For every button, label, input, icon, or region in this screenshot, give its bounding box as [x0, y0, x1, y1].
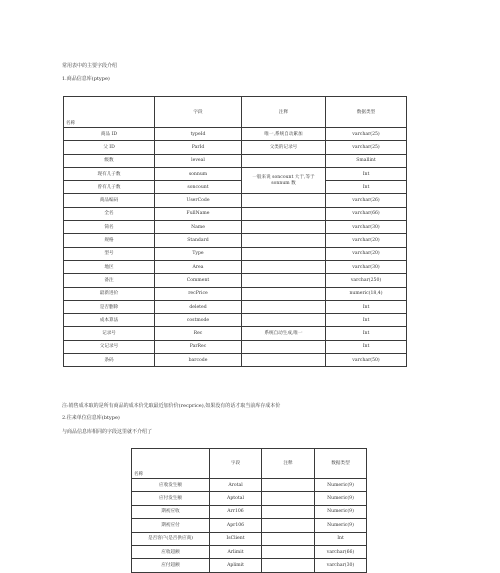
cell-field: Arlimit [210, 545, 262, 558]
cell-datatype: varchar(250) [326, 274, 407, 287]
cell-datatype: varchar(30) [315, 559, 367, 572]
cell-comment [262, 492, 315, 505]
cell-datatype: Int [326, 300, 407, 313]
table-row [64, 314, 407, 327]
cell-datatype: Numeric(9) [315, 505, 367, 518]
cell-comment [242, 234, 326, 247]
table-row [64, 141, 407, 154]
table-row [132, 479, 367, 492]
cell-name: 应付发生额 [132, 492, 210, 505]
cell-name: 备注 [64, 274, 155, 287]
table-row [64, 327, 407, 340]
table-row [64, 234, 407, 247]
cell-comment: 父类的记录号 [242, 141, 326, 154]
cell-comment [262, 505, 315, 518]
table-row [64, 287, 407, 300]
cell-comment [242, 354, 326, 367]
cell-field: Type [155, 247, 242, 260]
cell-name: 级数 [64, 154, 155, 167]
table-header-row [64, 97, 407, 128]
table-row [64, 274, 407, 287]
section1-title: 1.商品信息库(ptype) [62, 76, 110, 82]
cell-comment [242, 340, 326, 353]
cell-comment: 唯一,系统自动累加 [242, 128, 326, 141]
cell-name: 应收发生额 [132, 479, 210, 492]
cell-name: 全名 [64, 207, 155, 220]
cell-datatype: varchar(30) [326, 260, 407, 273]
cell-datatype: numeric(18,4) [326, 287, 407, 300]
table-row [64, 167, 407, 180]
header-comment: 注释 [242, 97, 326, 128]
cell-comment [262, 545, 315, 558]
table-row [64, 128, 407, 141]
cell-datatype: Int [326, 340, 407, 353]
cell-name: 应付超额 [132, 559, 210, 572]
cell-name: 期初应收 [132, 505, 210, 518]
cell-field: Arotal [210, 479, 262, 492]
cell-field: soncount [155, 181, 242, 194]
cell-field: UserCode [155, 194, 242, 207]
cell-comment [262, 532, 315, 545]
cell-datatype: varchar(66) [315, 545, 367, 558]
cell-name: 是否客户(是否供应商) [132, 532, 210, 545]
cell-name: 期初应付 [132, 519, 210, 532]
cell-field: ParRec [155, 340, 242, 353]
cell-field: recPrice [155, 287, 242, 300]
header-datatype: 数据类型 [326, 97, 407, 128]
cell-comment [242, 260, 326, 273]
cell-comment [262, 479, 315, 492]
cell-name: 地区 [64, 260, 155, 273]
cell-field: leveal [155, 154, 242, 167]
cell-field: Apr106 [210, 519, 262, 532]
cell-datatype: Numeric(9) [315, 519, 367, 532]
cell-comment: 系统自动生成,唯一 [242, 327, 326, 340]
cell-datatype: Int [326, 167, 407, 180]
table-row [64, 154, 407, 167]
cell-comment [242, 194, 326, 207]
table-row [64, 340, 407, 353]
cell-datatype: varchar(20) [326, 247, 407, 260]
cell-field: Name [155, 221, 242, 234]
cell-field: FullName [155, 207, 242, 220]
cell-datatype: Int [315, 532, 367, 545]
cell-comment [242, 287, 326, 300]
table-row [64, 354, 407, 367]
table-row [64, 194, 407, 207]
cell-datatype: varchar(25) [326, 141, 407, 154]
header-field: 字段 [210, 449, 262, 479]
table-row [132, 519, 367, 532]
cell-datatype: varchar(25) [326, 128, 407, 141]
cell-datatype: Int [326, 181, 407, 194]
cell-name: 型号 [64, 247, 155, 260]
cell-datatype: Smallint [326, 154, 407, 167]
header-comment: 注释 [262, 449, 315, 479]
cell-comment-merged: 一般来说 soncount 大于,等于 sonnum 数 [242, 167, 326, 194]
cell-field: Area [155, 260, 242, 273]
cell-name: 商品 ID [64, 128, 155, 141]
table-row [132, 532, 367, 545]
cell-comment [242, 274, 326, 287]
cell-field: Aplimit [210, 559, 262, 572]
header-name: 名称 [64, 97, 155, 128]
cell-name: 简名 [64, 221, 155, 234]
cell-field: costmode [155, 314, 242, 327]
cell-comment [242, 221, 326, 234]
cell-field: sonnum [155, 167, 242, 180]
cell-comment [242, 300, 326, 313]
table-row [64, 181, 407, 194]
cell-datatype: varchar(50) [326, 354, 407, 367]
cell-field: Arr106 [210, 505, 262, 518]
table-row [64, 221, 407, 234]
table-row [64, 247, 407, 260]
section2-description: 与商品信息库相同的字段这里就不介绍了 [62, 429, 153, 435]
cell-field: Aptotal [210, 492, 262, 505]
cell-field: Comment [155, 274, 242, 287]
table-row [64, 207, 407, 220]
cost-note: 注:销售成本取的是所有商品的成本价先取最近加价价(recprice),如果没有的话才取当前库存成本价 [62, 403, 281, 409]
cell-name: 最新进价 [64, 287, 155, 300]
cell-datatype: Int [326, 327, 407, 340]
cell-name: 应收超额 [132, 545, 210, 558]
cell-datatype: varchar(30) [326, 221, 407, 234]
cell-datatype: Numeric(9) [315, 492, 367, 505]
cell-field: typeId [155, 128, 242, 141]
cell-field: Standard [155, 234, 242, 247]
cell-name: 现有儿子数 [64, 167, 155, 180]
cell-comment [242, 207, 326, 220]
cell-datatype: Int [326, 314, 407, 327]
cell-datatype: varchar(66) [326, 207, 407, 220]
doc-heading: 常用表中的主要字段介绍 [62, 63, 118, 69]
header-field: 字段 [155, 97, 242, 128]
cell-datatype: varchar(26) [326, 194, 407, 207]
table-row [132, 505, 367, 518]
table-row [132, 492, 367, 505]
cell-comment [242, 314, 326, 327]
cell-comment [242, 154, 326, 167]
cell-name: 父 ID [64, 141, 155, 154]
cell-name: 成本算法 [64, 314, 155, 327]
cell-field: ParId [155, 141, 242, 154]
table-row [132, 545, 367, 558]
cell-datatype: varchar(20) [326, 234, 407, 247]
cell-name: 曾有儿子数 [64, 181, 155, 194]
cell-name: 是否删除 [64, 300, 155, 313]
cell-name: 记录号 [64, 327, 155, 340]
section2-title: 2.往来单位信息库(btype) [62, 415, 120, 421]
btype-field-table [131, 448, 367, 573]
cell-comment [262, 519, 315, 532]
cell-field: IsClient [210, 532, 262, 545]
table-row [64, 300, 407, 313]
cell-name: 父记录号 [64, 340, 155, 353]
cell-comment [242, 247, 326, 260]
cell-name: 商品编码 [64, 194, 155, 207]
cell-field: barcode [155, 354, 242, 367]
cell-name: 条码 [64, 354, 155, 367]
ptype-field-table [63, 96, 407, 367]
cell-field: deleted [155, 300, 242, 313]
table-row [64, 260, 407, 273]
header-name: 名称 [132, 449, 210, 479]
table-header-row [132, 449, 367, 479]
cell-datatype: Numeric(9) [315, 479, 367, 492]
cell-name: 规格 [64, 234, 155, 247]
header-datatype: 数据类型 [315, 449, 367, 479]
cell-field: Rec [155, 327, 242, 340]
